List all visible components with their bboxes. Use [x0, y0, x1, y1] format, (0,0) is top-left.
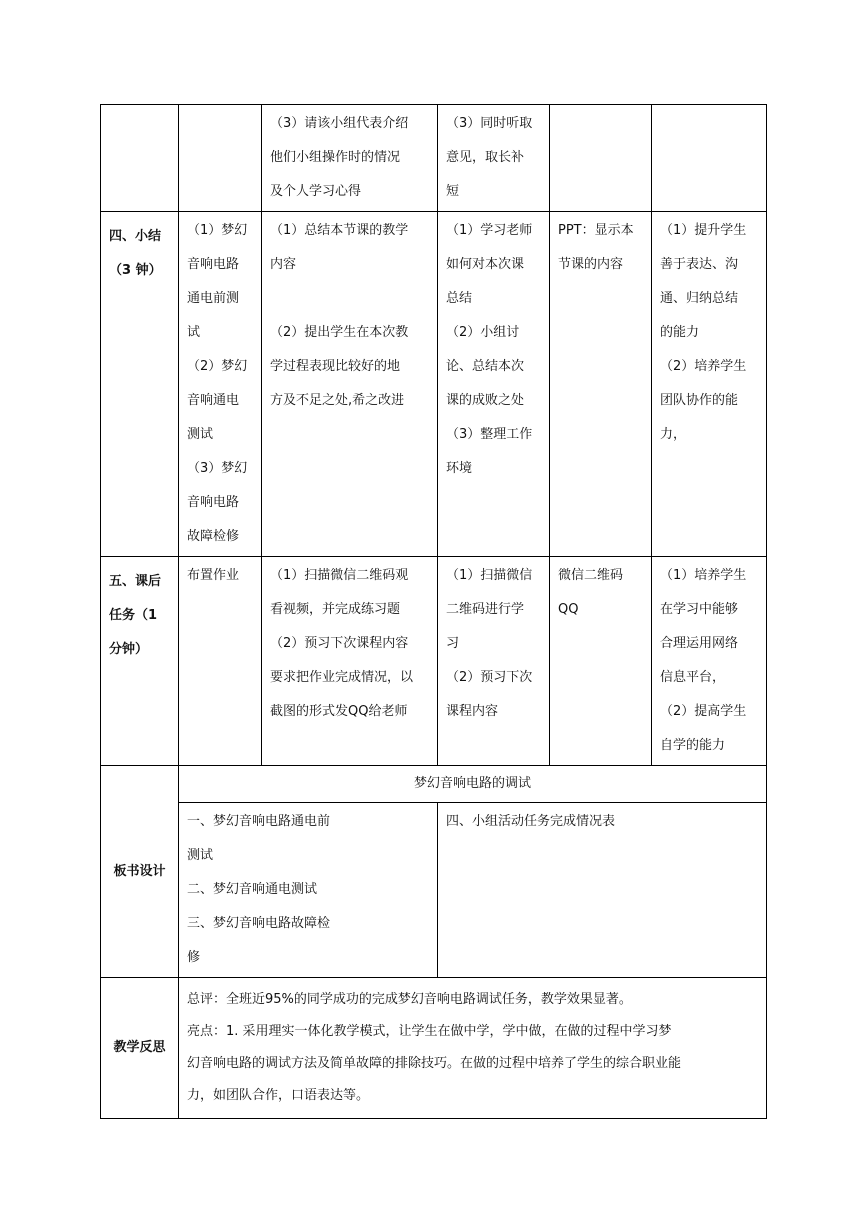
cell-teacher-activity: （3）请该小组代表介绍 他们小组操作时的情况 及个人学习心得	[262, 105, 438, 212]
cell-content-homework: 布置作业	[179, 557, 262, 766]
board-right-outline: 四、小组活动任务完成情况表	[438, 803, 767, 978]
board-title: 梦幻音响电路的调试	[179, 766, 767, 803]
reflection-text: 总评：全班近95%的同学成功的完成梦幻音响电路调试任务，教学效果显著。 亮点：1. 采用理实一体化教学模式，让学生在做中学，学中做，在做的过程中学习梦 幻音响电路的调试方法及简单故障的排除技巧。在做的过程中培养了学生的综合职业能 力，如团队合作，口语表达等。	[179, 978, 767, 1119]
cell-stage-summary: 四、小结 （3 钟）	[101, 212, 179, 557]
reflection-label: 教学反思	[101, 978, 179, 1119]
cell-student-summary: （1）学习老师 如何对本次课 总结 （2）小组讨 论、总结本次 课的成败之处 （3）整理工作 环境	[438, 212, 550, 557]
lesson-plan-table	[100, 104, 767, 1119]
cell-media-homework: 微信二维码 QQ	[550, 557, 652, 766]
table-row-continued	[101, 105, 767, 212]
cell-intent-homework: （1）培养学生 在学习中能够 合理运用网络 信息平台， （2）提高学生 自学的能力	[652, 557, 767, 766]
table-row-board-title	[101, 766, 767, 803]
board-left-outline: 一、梦幻音响电路通电前 测试 二、梦幻音响通电测试 三、梦幻音响电路故障检 修	[179, 803, 438, 978]
cell-teacher-homework: （1）扫描微信二维码观 看视频，并完成练习题 （2）预习下次课程内容 要求把作业完成情况，以 截图的形式发QQ给老师	[262, 557, 438, 766]
cell-media-summary: PPT：显示本 节课的内容	[550, 212, 652, 557]
board-design-label: 板书设计	[101, 766, 179, 978]
cell-intent-summary: （1）提升学生 善于表达、沟 通、归纳总结 的能力 （2）培养学生 团队协作的能 力，	[652, 212, 767, 557]
table-row-board-body	[101, 803, 767, 978]
table-row-homework	[101, 557, 767, 766]
table-row-reflection	[101, 978, 767, 1119]
table-row-summary	[101, 212, 767, 557]
cell-student-homework: （1）扫描微信 二维码进行学 习 （2）预习下次 课程内容	[438, 557, 550, 766]
cell-content-summary: （1）梦幻 音响电路 通电前测 试 （2）梦幻 音响通电 测试 （3）梦幻 音响电路 故障检修	[179, 212, 262, 557]
cell-intent-empty	[652, 105, 767, 212]
cell-student-activity: （3）同时听取 意见，取长补 短	[438, 105, 550, 212]
cell-content-empty	[179, 105, 262, 212]
cell-stage-homework: 五、课后 任务（1 分钟）	[101, 557, 179, 766]
cell-teacher-summary: （1）总结本节课的教学 内容 （2）提出学生在本次教 学过程表现比较好的地 方及不足之处,希之改进	[262, 212, 438, 557]
cell-media-empty	[550, 105, 652, 212]
cell-stage-empty	[101, 105, 179, 212]
